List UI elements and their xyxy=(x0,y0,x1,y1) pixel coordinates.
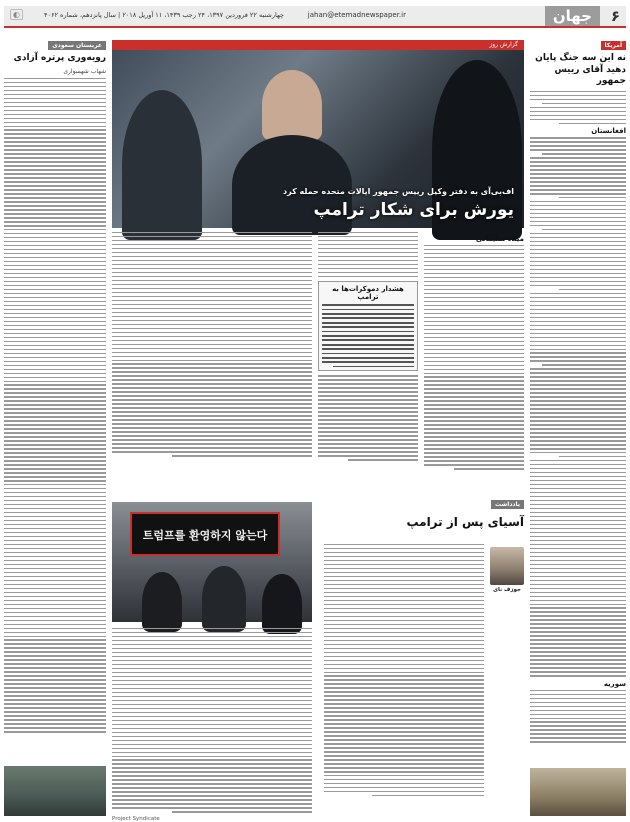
left-column-byline: شهاب شهسواری xyxy=(63,67,106,75)
newspaper-logo: ◐ xyxy=(10,9,23,20)
source-credit: Project Syndicate xyxy=(112,815,160,822)
right-column-body xyxy=(530,91,626,124)
article-col-3 xyxy=(112,232,312,457)
asia-body-2 xyxy=(112,628,312,822)
main-area xyxy=(112,32,524,822)
hero-title: یورش برای شکار ترامپ xyxy=(313,200,514,220)
page-number: ۶ xyxy=(610,7,620,25)
sidebar-box-title: هشدار دموکرات‌ها به ترامپ xyxy=(332,285,404,302)
right-column-photo xyxy=(530,768,626,816)
article-col-2 xyxy=(318,232,418,461)
right-column xyxy=(530,32,626,816)
right-column-tag: آمریکا xyxy=(601,41,627,50)
left-column-photo xyxy=(4,766,106,816)
hero-kicker: اف‌بی‌آی به دفتر وکیل رییس جمهور ایالات متحده حمله کرد xyxy=(282,187,514,196)
section-email: jahan@etemadnewspaper.ir xyxy=(307,11,406,19)
article-col-1 xyxy=(424,232,524,470)
left-column xyxy=(4,32,106,816)
left-column-tag: عربستان سعودی xyxy=(48,41,106,50)
asia-body-1 xyxy=(324,544,484,796)
left-column-headline: رویه‌وری پرتره آزادی xyxy=(13,53,106,63)
section-title: جهان xyxy=(545,6,600,26)
protest-photo xyxy=(112,502,312,622)
right-column-subhead-2: سوریه xyxy=(603,679,626,688)
sidebar-box xyxy=(318,281,418,371)
hero-photo xyxy=(112,40,524,228)
asia-title: آسیای پس از ترامپ xyxy=(406,515,524,529)
right-column-body-2 xyxy=(530,137,626,676)
protest-banner: 트럼프를 환영하지 않는다 xyxy=(130,512,280,556)
right-column-headline: نه این سه جنگ پایان دهید آقای رییس جمهور xyxy=(535,53,626,87)
background-figure-left xyxy=(122,90,202,240)
author-photo xyxy=(490,547,524,585)
left-column-body xyxy=(4,78,106,733)
page-header xyxy=(4,6,626,28)
portrait-suit xyxy=(232,135,352,235)
portrait-face xyxy=(262,70,322,140)
date-line: چهارشنبه ۲۲ فروردین ۱۳۹۷، ۲۴ رجب ۱۴۳۹، ۱۱ آوریل ۲۰۱۸ | سال پانزدهم، شماره ۴۰۶۲ xyxy=(44,11,284,19)
author-name: جوزف نای xyxy=(492,587,522,593)
asia-tag: یادداشت xyxy=(491,500,524,509)
right-column-subhead: افغانستان xyxy=(591,127,626,136)
article-byline: میلاد سلیمانی xyxy=(475,235,524,243)
hero-tag: گزارش روز xyxy=(489,41,518,48)
